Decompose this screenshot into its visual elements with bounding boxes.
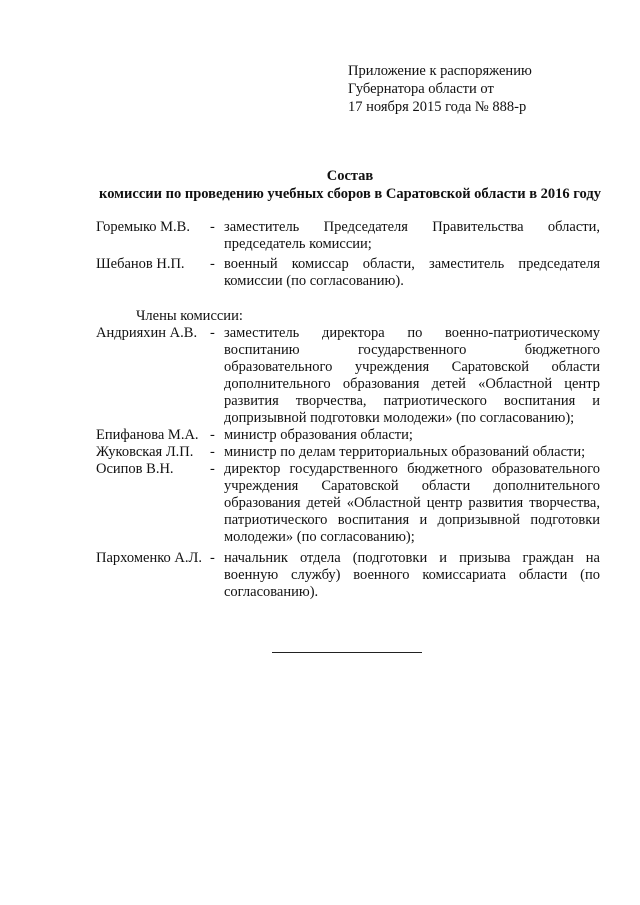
list-item — [96, 256, 600, 290]
closing-rule — [272, 652, 422, 653]
appendix-line: 17 ноября 2015 года № 888-р — [348, 99, 527, 115]
appendix-line: Приложение к распоряжению — [348, 63, 532, 79]
list-item — [96, 427, 600, 444]
member-role: заместитель директора по военно-патриотическому воспитанию государственного бюджетного образовательного учреждения Саратовской области дополнительного образования детей «Областной центр развития творчества, патриотического воспитания и допризывной подготовки молодежи» (по согласованию); — [224, 325, 600, 426]
member-role: директор государственного бюджетного образовательного учреждения Саратовской области дополнительного образования детей «Областной центр развития творчества, патриотического воспитания и допризывной подготовки молодежи» (по согласованию); — [224, 461, 600, 545]
list-item — [96, 550, 600, 601]
member-name: Шебанов Н.П. — [96, 256, 185, 272]
list-item — [96, 325, 600, 427]
member-name: Андрияхин А.В. — [96, 325, 198, 341]
member-role: заместитель Председателя Правительства области, председатель комиссии; — [224, 219, 600, 252]
members-list — [96, 325, 600, 601]
dash-separator: - — [210, 427, 215, 443]
dash-separator: - — [210, 444, 215, 460]
dash-separator: - — [210, 461, 215, 477]
member-name: Пархоменко А.Л. — [96, 550, 202, 566]
member-name: Горемыко М.В. — [96, 219, 190, 235]
list-item — [96, 461, 600, 546]
dash-separator: - — [210, 550, 215, 566]
title-subline: комиссии по проведению учебных сборов в Саратовской области в 2016 году — [99, 186, 601, 202]
dash-separator: - — [210, 219, 215, 235]
leadership-list — [96, 219, 600, 290]
member-name: Осипов В.Н. — [96, 461, 174, 477]
member-role: министр по делам территориальных образований области; — [224, 444, 586, 460]
member-name: Епифанова М.А. — [96, 427, 199, 443]
appendix-line: Губернатора области от — [348, 81, 494, 97]
appendix-header — [348, 62, 618, 116]
member-role: начальник отдела (подготовки и призыва граждан на военную службу) военного комиссариата области (по согласованию). — [224, 550, 600, 600]
member-name: Жуковская Л.П. — [96, 444, 194, 460]
member-role: министр образования области; — [224, 427, 413, 443]
dash-separator: - — [210, 256, 215, 272]
members-heading: Члены комиссии: — [136, 308, 243, 324]
list-item — [96, 219, 600, 253]
title-line: Состав — [326, 168, 374, 184]
dash-separator: - — [210, 325, 215, 341]
document-title — [90, 167, 610, 203]
list-item — [96, 444, 600, 461]
member-role: военный комиссар области, заместитель председателя комиссии (по согласованию). — [224, 256, 600, 289]
